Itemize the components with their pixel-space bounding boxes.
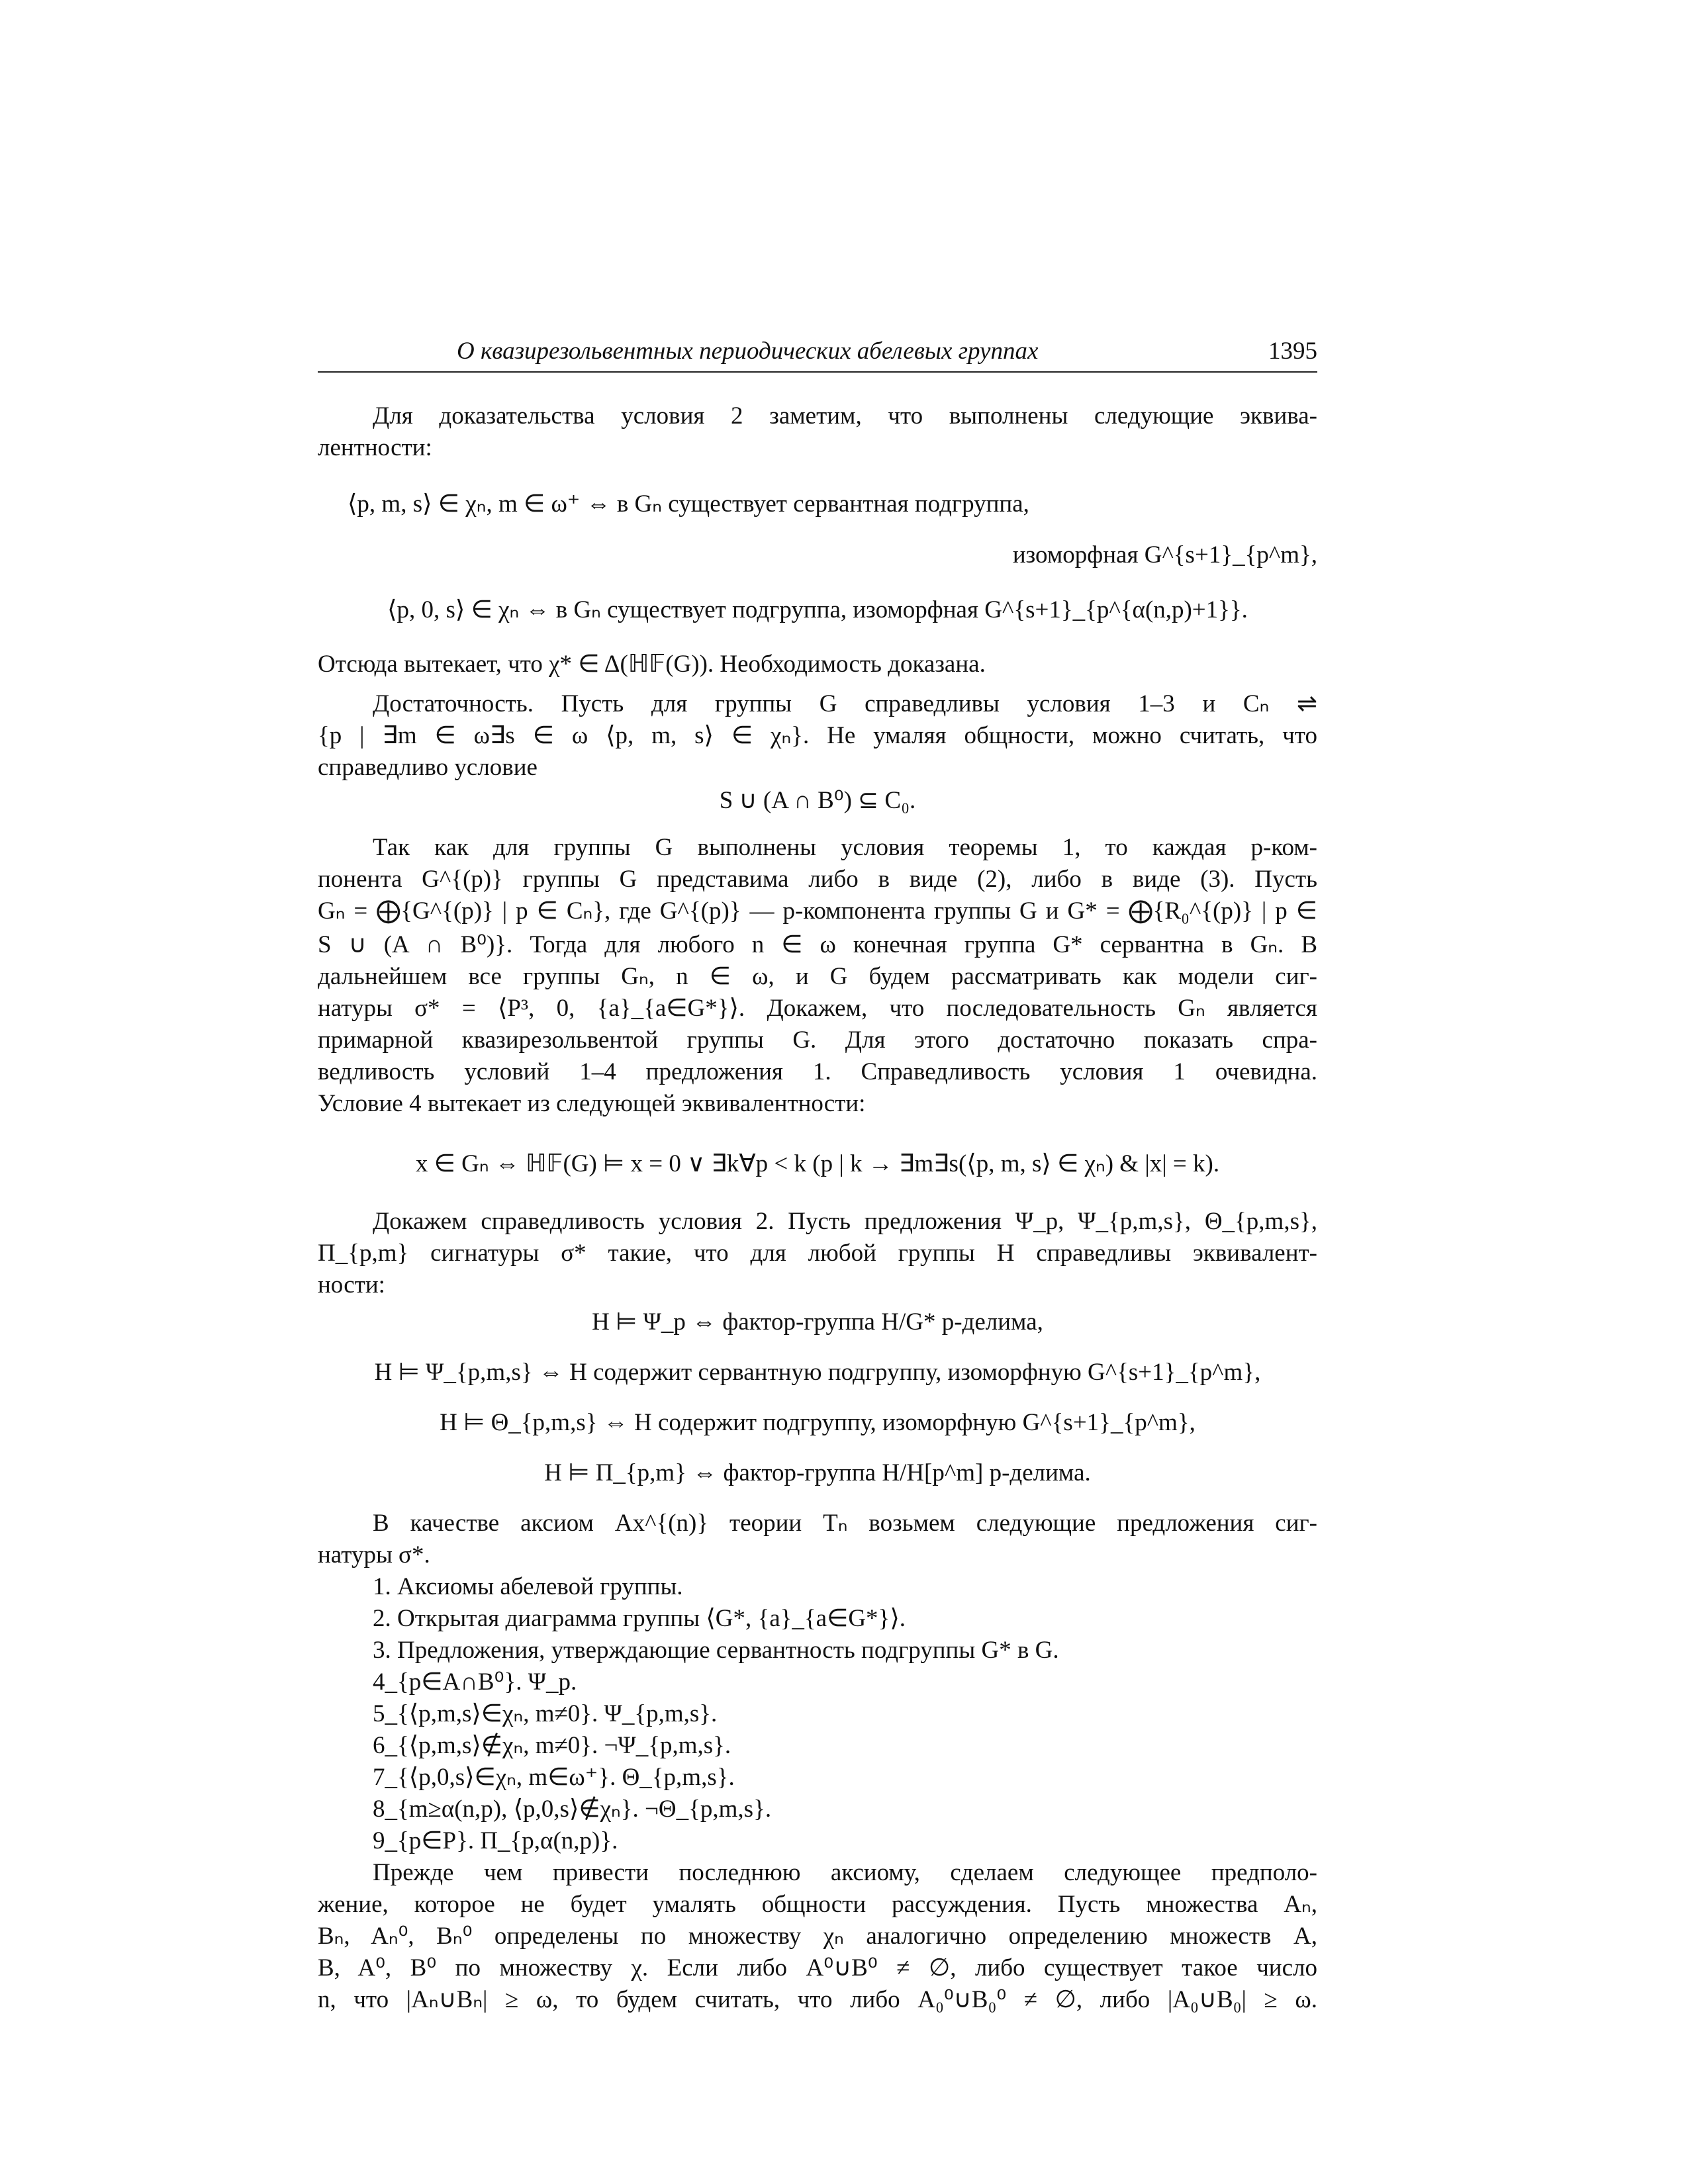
axiom-item: 9_{p∈P}. Π_{p,α(n,p)}. — [373, 1827, 618, 1854]
text-line: S ∪ (A ∩ B⁰)}. Тогда для любого n ∈ ω конечная группа G* сервантна в Gₙ. В — [318, 931, 1317, 958]
axiom-item: 1. Аксиомы абелевой группы. — [373, 1573, 683, 1600]
axiom-item: 6_{⟨p,m,s⟩∉χₙ, m≠0}. ¬Ψ_{p,m,s}. — [373, 1732, 731, 1759]
display-formula: ⟨p, m, s⟩ ∈ χₙ, m ∈ ω⁺ ⇔ в Gₙ существует сервантная подгруппа, — [348, 490, 1029, 518]
text-line: Так как для группы G выполнены условия теоремы 1, то каждая p-ком- — [373, 834, 1317, 861]
text-line: натуры σ*. — [318, 1541, 430, 1569]
running-header — [318, 334, 1317, 373]
display-formula: ⟨p, 0, s⟩ ∈ χₙ ⇔ в Gₙ существует подгруппа, изоморфная G^{s+1}_{p^{α(n,p)+1}}. — [387, 596, 1248, 623]
text-line: {p | ∃m ∈ ω∃s ∈ ω ⟨p, m, s⟩ ∈ χₙ}. Не умаляя общности, можно считать, что — [318, 722, 1317, 749]
axiom-item: 4_{p∈A∩B⁰}. Ψ_p. — [373, 1668, 577, 1696]
text-line: лентности: — [318, 434, 432, 461]
axiom-item: 8_{m≥α(n,p), ⟨p,0,s⟩∉χₙ}. ¬Θ_{p,m,s}. — [373, 1796, 772, 1823]
axiom-item: 2. Открытая диаграмма группы ⟨G*, {a}_{a∈G*}⟩. — [373, 1605, 906, 1632]
display-formula: S ∪ (A ∩ B⁰) ⊆ C₀. — [719, 787, 916, 814]
text-line: Π_{p,m} сигнатуры σ* такие, что для любой группы H справедливы эквивалент- — [318, 1240, 1317, 1267]
axiom-item: 5_{⟨p,m,s⟩∈χₙ, m≠0}. Ψ_{p,m,s}. — [373, 1700, 718, 1727]
text-line: жение, которое не будет умалять общности рассуждения. Пусть множества Aₙ, — [318, 1891, 1317, 1918]
display-formula: H ⊨ Ψ_p ⇔ фактор-группа H/G* p-делима, — [592, 1308, 1043, 1336]
display-formula: x ∈ Gₙ ⇔ ℍ𝔽(G) ⊨ x = 0 ∨ ∃k∀p < k (p | k → ∃m∃s(⟨p, m, s⟩ ∈ χₙ) & |x| = k). — [415, 1150, 1220, 1177]
text-line: В качестве аксиом Ax^{(n)} теории Tₙ возьмем следующие предложения сиг- — [373, 1510, 1317, 1537]
text-line: Докажем справедливость условия 2. Пусть предложения Ψ_p, Ψ_{p,m,s}, Θ_{p,m,s}, — [373, 1208, 1317, 1235]
text-line: B, A⁰, B⁰ по множеству χ. Если либо A⁰∪B⁰ ≠ ∅, либо существует такое число — [318, 1954, 1317, 1981]
page-number: 1395 — [1268, 338, 1317, 365]
text-line: Достаточность. Пусть для группы G справедливы условия 1–3 и Cₙ ⇌ — [373, 690, 1317, 717]
display-formula: H ⊨ Θ_{p,m,s} ⇔ H содержит подгруппу, изоморфную G^{s+1}_{p^m}, — [440, 1409, 1196, 1436]
text-line: ности: — [318, 1271, 385, 1298]
text-line: примарной квазирезольвентой группы G. Для этого достаточно показать спра- — [318, 1026, 1317, 1054]
text-line: ведливость условий 1–4 предложения 1. Справедливость условия 1 очевидна. — [318, 1058, 1317, 1085]
header-title: О квазирезольвентных периодических абелевых группах — [457, 338, 1039, 365]
text-line: n, что |Aₙ∪Bₙ| ≥ ω, то будем считать, что либо A₀⁰∪B₀⁰ ≠ ∅, либо |A₀∪B₀| ≥ ω. — [318, 1986, 1317, 2013]
text-line: натуры σ* = ⟨P³, 0, {a}_{a∈G*}⟩. Докажем, что последовательность Gₙ является — [318, 995, 1317, 1022]
text-line: дальнейшем все группы Gₙ, n ∈ ω, и G будем рассматривать как модели сиг- — [318, 963, 1317, 990]
display-formula: H ⊨ Ψ_{p,m,s} ⇔ H содержит сервантную подгруппу, изоморфную G^{s+1}_{p^m}, — [374, 1359, 1261, 1386]
text-line: Отсюда вытекает, что χ* ∈ Δ(ℍ𝔽(G)). Необходимость доказана. — [318, 651, 986, 678]
display-formula: H ⊨ Π_{p,m} ⇔ фактор-группа H/H[p^m] p-делима. — [544, 1459, 1091, 1486]
axiom-item: 3. Предложения, утверждающие сервантность подгруппы G* в G. — [373, 1637, 1059, 1664]
display-formula: изоморфная G^{s+1}_{p^m}, — [1012, 541, 1317, 569]
text-line: справедливо условие — [318, 754, 538, 781]
text-line: Gₙ = ⨁{G^{(p)} | p ∈ Cₙ}, где G^{(p)} — p-компонента группы G и G* = ⨁{R₀^{(p)} | p ∈ — [318, 897, 1317, 925]
axiom-item: 7_{⟨p,0,s⟩∈χₙ, m∈ω⁺}. Θ_{p,m,s}. — [373, 1764, 735, 1791]
text-line: Прежде чем привести последнюю аксиому, сделаем следующее предполо- — [373, 1859, 1317, 1886]
text-line: Bₙ, Aₙ⁰, Bₙ⁰ определены по множеству χₙ аналогично определению множеств A, — [318, 1923, 1317, 1950]
text-line: Для доказательства условия 2 заметим, что выполнены следующие эквива- — [373, 402, 1317, 430]
text-line: Условие 4 вытекает из следующей эквивалентности: — [318, 1090, 866, 1117]
text-line: понента G^{(p)} группы G представима либо в виде (2), либо в виде (3). Пусть — [318, 866, 1317, 893]
